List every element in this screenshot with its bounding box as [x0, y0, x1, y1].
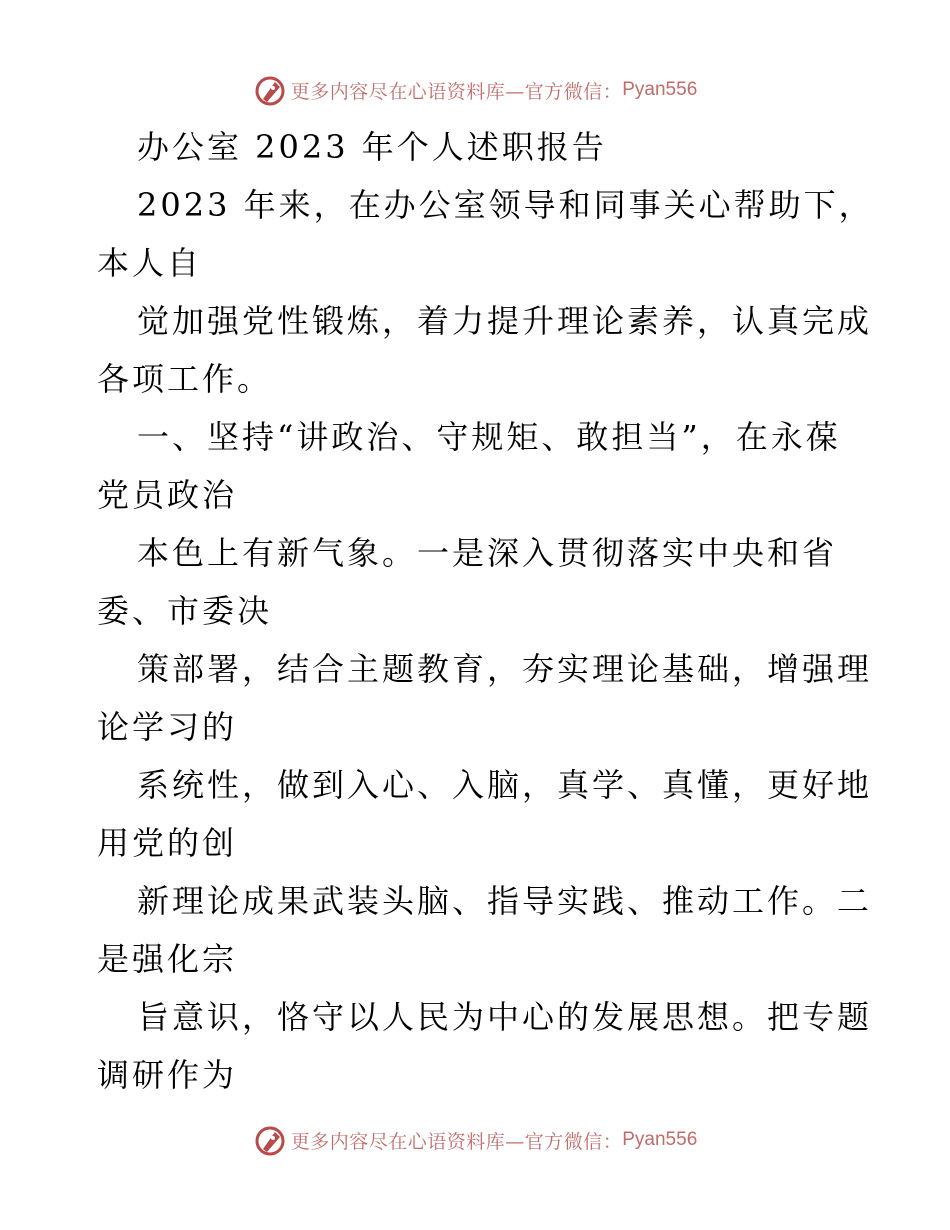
document-title: 办公室 2023 年个人述职报告 [137, 128, 607, 166]
footer-banner-wechat-id: Pyan556 [622, 1129, 698, 1150]
paragraph-line: 策部署，结合主题教育，夯实理论基础，增强理 [137, 650, 873, 688]
paragraph-line: 论学习的 [97, 708, 238, 746]
document-body [97, 118, 874, 1104]
paragraph-line: 2023 年来，在办公室领导和同事关心帮助下， [137, 186, 874, 224]
header-banner [0, 70, 950, 110]
paragraph-line: 觉加强党性锻炼，着力提升理论素养，认真完成 [137, 302, 873, 340]
footer-banner-text: 更多内容尽在心语资料库—官方微信： [290, 1130, 623, 1153]
footer-banner [0, 1120, 950, 1160]
paragraph-line: 委、市委决 [97, 592, 273, 630]
section-heading-line: 一、坚持“讲政治、守规矩、敢担当”，在永葆 [137, 418, 841, 456]
header-banner-text: 更多内容尽在心语资料库—官方微信： [290, 80, 623, 103]
paragraph-line: 党员政治 [97, 476, 238, 514]
paragraph-line: 新理论成果武装头脑、指导实践、推动工作。二 [137, 882, 873, 920]
paragraph-line: 本人自 [97, 244, 203, 282]
pen-nib-logo-icon [253, 73, 287, 107]
paragraph-line: 本色上有新气象。一是深入贯彻落实中央和省 [137, 534, 838, 572]
paragraph-line: 各项工作。 [97, 360, 273, 398]
pen-nib-logo-icon [253, 1123, 287, 1157]
paragraph-line: 系统性，做到入心、入脑，真学、真懂，更好地 [137, 766, 873, 804]
paragraph-line: 是强化宗 [97, 940, 238, 978]
header-banner-wechat-id: Pyan556 [622, 79, 698, 100]
paragraph-line: 调研作为 [97, 1056, 238, 1094]
paragraph-line: 用党的创 [97, 824, 238, 862]
paragraph-line: 旨意识，恪守以人民为中心的发展思想。把专题 [137, 998, 873, 1036]
